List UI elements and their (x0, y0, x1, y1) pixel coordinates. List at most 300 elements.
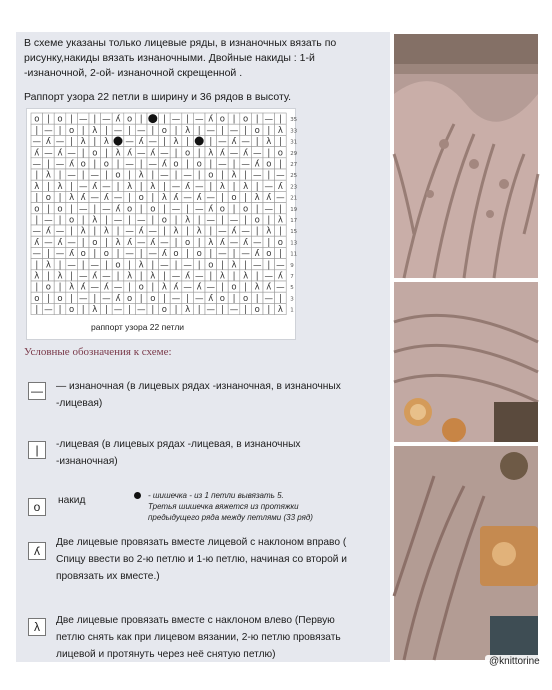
chart-cell-symbol: ʎ (69, 159, 75, 170)
chart-cell-symbol: λ (173, 226, 179, 237)
chart-cell-symbol: | (278, 114, 282, 125)
chart-cell-symbol: ʎ (173, 282, 179, 293)
k2tog-right-line: провязать их вместе.) (56, 571, 160, 582)
chart-cell-symbol: o (45, 193, 52, 204)
chart-cell-symbol: | (93, 204, 97, 215)
chart-cell-symbol: o (254, 125, 260, 136)
chart-cell-symbol: o (138, 193, 144, 204)
chart-cell-symbol: ʎ (103, 282, 109, 293)
chart-cell-symbol: | (35, 260, 39, 271)
chart-cell-symbol: — (113, 193, 123, 204)
chart-cell-symbol: | (220, 193, 224, 204)
chart-cell-symbol: ʎ (254, 249, 260, 260)
chart-cell-symbol: | (174, 237, 178, 248)
chart-cell-symbol: o (208, 260, 214, 271)
chart-cell-symbol: λ (45, 170, 51, 181)
chart-cell-symbol: λ (69, 282, 75, 293)
chart-cell-symbol: — (218, 159, 227, 170)
chart-cell-symbol: | (104, 237, 108, 248)
chart-cell-symbol: | (70, 137, 74, 148)
chart-row-number: 17 (290, 218, 298, 224)
chart-cell-symbol: | (278, 137, 282, 148)
chart-cell-symbol: — (264, 181, 274, 192)
chart-cell-symbol: | (209, 181, 213, 192)
chart-cell-symbol: | (197, 125, 201, 136)
knit-description (56, 436, 301, 470)
chart-cell-symbol: — (194, 181, 204, 192)
chart-cell-symbol: — (229, 215, 239, 226)
intro-text (24, 36, 384, 81)
chart-cell-symbol: λ (254, 193, 260, 204)
chart-cell-symbol: λ (277, 215, 283, 226)
chart-cell-symbol: o (126, 114, 133, 125)
chart-cell-symbol: ʎ (219, 237, 225, 248)
bobble-line: предыдущего ряда между петлями (33 ряд) (148, 513, 313, 522)
chart-cell-symbol: o (196, 249, 202, 260)
chart-cell-symbol: — (55, 249, 65, 260)
chart-cell-symbol: — (113, 125, 123, 136)
chart-cell-symbol: o (242, 114, 249, 125)
chart-cell-symbol: — (136, 305, 146, 316)
chart-cell-symbol: | (104, 305, 108, 316)
chart-cell-symbol: — (229, 305, 239, 316)
chart-grid (27, 109, 298, 339)
chart-cell-symbol: — (44, 125, 53, 136)
chart-cell-symbol: o (68, 125, 75, 136)
yarn-over-symbol-box: o (28, 498, 46, 516)
chart-cell-symbol: | (186, 293, 190, 304)
chart-cell-symbol: — (32, 226, 42, 237)
chart-cell-symbol: — (252, 260, 262, 271)
chart-cell-symbol: | (139, 159, 143, 170)
chart-cell-symbol: | (162, 226, 166, 237)
chart-cell-symbol: ʎ (103, 193, 109, 204)
chart-cell-symbol: o (92, 148, 98, 159)
chart-cell-symbol: — (194, 293, 204, 304)
chart-cell-symbol: — (183, 170, 192, 181)
chart-cell-symbol: ʎ (208, 204, 214, 215)
knit-line: -лицевая (в лицевых рядах -лицевая, в изнаночных (56, 439, 301, 450)
chart-cell-symbol: — (90, 193, 100, 204)
chart-cell-symbol: o (196, 159, 202, 170)
chart-cell-symbol: λ (208, 148, 214, 159)
chart-cell-symbol: | (93, 293, 97, 304)
chart-cell-symbol: — (264, 204, 274, 215)
chart-cell-symbol: — (218, 137, 227, 148)
chart-cell-symbol: o (126, 293, 133, 304)
chart-cell-symbol: o (219, 293, 226, 304)
chart-cell-symbol: | (255, 204, 259, 215)
chart-cell-symbol: o (231, 282, 237, 293)
k2tog-left-line: Две лицевые провязать вместе с наклоном влево (Первую (56, 615, 335, 626)
chart-cell-symbol: | (255, 293, 259, 304)
chart-cell-symbol: λ (138, 170, 144, 181)
chart-cell-symbol: | (93, 137, 97, 148)
chart-cell-symbol: | (81, 305, 85, 316)
chart-cell-symbol: — (148, 159, 158, 170)
chart-cell-symbol: — (206, 282, 216, 293)
chart-cell-symbol: λ (185, 215, 191, 226)
chart-cell-symbol: | (35, 193, 39, 204)
chart-row-number: 13 (290, 240, 298, 247)
chart-cell-symbol: | (197, 148, 201, 159)
k2tog-left-description (56, 612, 341, 663)
chart-cell-symbol: | (151, 125, 155, 136)
chart-cell-symbol: | (128, 170, 132, 181)
chart-cell-symbol: ʎ (150, 148, 156, 159)
bobble-description (148, 490, 368, 523)
chart-cell-symbol: — (264, 114, 274, 125)
chart-cell-symbol: | (278, 293, 282, 304)
chart-cell-symbol: λ (196, 226, 202, 237)
chart-cell-symbol: — (113, 305, 123, 316)
chart-cell-symbol: o (80, 159, 86, 170)
chart-cell-symbol: | (255, 181, 259, 192)
chart-cell-symbol: λ (103, 226, 109, 237)
chart-cell-symbol: ʎ (92, 181, 98, 192)
chart-cell-symbol: — (125, 249, 134, 260)
knit-symbol-box: | (28, 441, 46, 459)
chart-cell-symbol: | (70, 226, 74, 237)
chart-cell-symbol: — (102, 114, 111, 125)
k2tog-left-line: петлю снять как при лицевом вязании, 2-ю петлю провязать (56, 632, 341, 643)
chart-cell-symbol: | (70, 204, 74, 215)
chart-cell-symbol: λ (138, 260, 144, 271)
chart-cell-symbol: ʎ (34, 237, 40, 248)
chart-cell-symbol: | (186, 137, 190, 148)
chart-cell-symbol: | (220, 170, 224, 181)
chart-row-number: 3 (290, 296, 294, 303)
chart-cell-symbol: λ (150, 181, 156, 192)
chart-cell-symbol: | (186, 249, 190, 260)
chart-cell-symbol: — (55, 159, 65, 170)
chart-cell-symbol: o (92, 237, 98, 248)
chart-cell-symbol: — (44, 215, 53, 226)
chart-cell-symbol: | (139, 181, 143, 192)
chart-cell-symbol: | (58, 215, 62, 226)
chart-cell-symbol: | (197, 237, 201, 248)
chart-cell-symbol: | (220, 215, 224, 226)
chart-cell-symbol: | (209, 249, 213, 260)
chart-cell-symbol: o (231, 193, 237, 204)
chart-cell-symbol: | (255, 114, 259, 125)
chart-cell-symbol: | (46, 271, 50, 282)
chart-cell-symbol: | (104, 170, 108, 181)
chart-cell-symbol: | (197, 170, 201, 181)
chart-cell-symbol: λ (266, 137, 272, 148)
chart-cell-symbol: | (151, 170, 155, 181)
chart-cell-symbol: | (58, 193, 62, 204)
chart-cell-symbol: | (244, 125, 248, 136)
chart-cell-symbol: λ (92, 305, 98, 316)
chart-cell-symbol: | (244, 193, 248, 204)
chart-cell-symbol: ʎ (185, 271, 191, 282)
chart-cell-symbol: ʎ (208, 114, 214, 125)
chart-cell-symbol: o (150, 293, 156, 304)
chart-cell-symbol: — (206, 305, 216, 316)
chart-cell-symbol: λ (69, 193, 75, 204)
chart-cell-symbol: λ (34, 271, 40, 282)
chart-cell-symbol: — (67, 237, 76, 248)
k2tog-left-line: лицевой и протянуть через неё снятую петлю) (56, 649, 276, 660)
chart-cell-symbol: o (115, 260, 121, 271)
chart-cell-symbol: | (244, 215, 248, 226)
chart-cell-symbol: | (232, 204, 236, 215)
chart-cell-symbol: | (128, 215, 132, 226)
chart-cell-symbol: | (35, 215, 39, 226)
chart-cell-symbol: — (148, 137, 158, 148)
chart-cell-symbol: o (68, 305, 75, 316)
chart-cell-symbol: | (267, 237, 271, 248)
chart-cell-symbol: — (136, 125, 146, 136)
chart-cell-symbol: | (116, 249, 120, 260)
chart-cell-symbol: o (173, 249, 179, 260)
chart-cell-symbol: o (184, 237, 191, 248)
chart-cell-symbol: | (93, 226, 97, 237)
chart-cell-symbol: | (139, 271, 143, 282)
chart-cell-symbol: λ (92, 215, 98, 226)
chart-cell-symbol: o (173, 159, 179, 170)
chart-cell-symbol: — (183, 282, 192, 293)
bobble-line: - шишечка - из 1 петли вывязать 5. (148, 491, 284, 500)
chart-cell-symbol: | (116, 271, 120, 282)
credit-label: @knittorine (485, 655, 544, 668)
chart-cell-symbol: o (161, 215, 168, 226)
chart-cell-symbol: λ (185, 125, 191, 136)
chart-cell-symbol: λ (80, 137, 86, 148)
chart-cell-symbol: | (46, 249, 50, 260)
chart-cell-symbol: | (35, 170, 39, 181)
chart-cell-symbol: λ (115, 148, 121, 159)
chart-cell-symbol: — (171, 204, 181, 215)
chart-cell-symbol: o (161, 305, 168, 316)
chart-cell-symbol: — (252, 237, 262, 248)
chart-cell-symbol: ʎ (80, 282, 86, 293)
chart-cell-symbol: | (255, 137, 259, 148)
chart-row-number: 7 (290, 274, 294, 280)
chart-cell-symbol: | (116, 181, 120, 192)
chart-cell-symbol: — (78, 271, 88, 282)
chart-cell-symbol: λ (231, 170, 237, 181)
chart-cell-symbol: | (267, 260, 271, 271)
chart-cell-symbol: | (139, 114, 143, 125)
chart-cell-symbol: | (278, 159, 282, 170)
chart-cell-symbol: ʎ (138, 226, 144, 237)
chart-cell-symbol: — (171, 293, 181, 304)
chart-cell-symbol: — (78, 114, 88, 125)
chart-cell-symbol: o (126, 204, 133, 215)
chart-cell-symbol: — (32, 137, 42, 148)
chart-cell-symbol: | (197, 215, 201, 226)
chart-cell-symbol: | (58, 125, 62, 136)
chart-cell-symbol: | (128, 193, 132, 204)
chart-cell-symbol: | (46, 293, 50, 304)
chart-cell-symbol: ʎ (219, 148, 225, 159)
chart-cell-symbol: o (103, 159, 110, 170)
chart-cell-symbol: — (183, 193, 192, 204)
chart-cell-symbol: | (267, 170, 271, 181)
chart-cell-symbol: — (229, 125, 239, 136)
chart-cell-symbol: | (278, 226, 282, 237)
chart-row-number: 15 (290, 229, 298, 236)
chart-cell-symbol: ʎ (254, 159, 260, 170)
chart-bobble-icon (195, 137, 204, 146)
chart-cell-symbol: — (32, 249, 42, 260)
chart-cell-symbol: — (183, 260, 192, 271)
chart-cell-symbol: — (276, 193, 285, 204)
chart-cell-symbol: — (55, 137, 65, 148)
chart-cell-symbol: | (151, 305, 155, 316)
chart-cell-symbol: λ (266, 226, 272, 237)
chart-cell-symbol: | (162, 137, 166, 148)
chart-cell-symbol: — (241, 159, 250, 170)
purl-line: -лицевая) (56, 398, 103, 409)
chart-cell-symbol: | (162, 293, 166, 304)
chart-cell-symbol: | (35, 282, 39, 293)
chart-row-number: 25 (290, 173, 298, 180)
chart-cell-symbol: ʎ (150, 237, 156, 248)
chart-cell-symbol: — (44, 237, 53, 248)
chart-cell-symbol: | (174, 125, 178, 136)
chart-cell-symbol: — (171, 114, 181, 125)
chart-cell-symbol: | (197, 260, 201, 271)
chart-cell-symbol: ʎ (115, 293, 121, 304)
chart-cell-symbol: | (232, 249, 236, 260)
chart-cell-symbol: o (150, 204, 156, 215)
chart-cell-symbol: | (255, 271, 259, 282)
chart-cell-symbol: | (151, 260, 155, 271)
chart-cell-symbol: | (197, 305, 201, 316)
chart-cell-symbol: — (67, 148, 76, 159)
chart-cell-symbol: — (194, 114, 204, 125)
chart-cell-symbol: | (209, 271, 213, 282)
chart-cell-symbol: — (264, 293, 274, 304)
chart-cell-symbol: | (93, 159, 97, 170)
chart-cell-symbol: ʎ (45, 137, 51, 148)
chart-cell-symbol: | (267, 125, 271, 136)
k2tog-left-symbol-box: λ (28, 618, 46, 636)
chart-cell-symbol: ʎ (185, 181, 191, 192)
sweater-photo-3 (394, 446, 538, 660)
chart-cell-symbol: o (277, 237, 284, 248)
chart-cell-symbol: ʎ (92, 271, 98, 282)
chart-cell-symbol: | (46, 181, 50, 192)
chart-cell-symbol: o (80, 249, 86, 260)
chart-cell-symbol: λ (208, 237, 214, 248)
chart-cell-symbol: | (128, 260, 132, 271)
chart-cell-symbol: λ (277, 305, 283, 316)
chart-cell-symbol: | (244, 260, 248, 271)
chart-cell-symbol: | (81, 148, 85, 159)
chart-cell-symbol: ʎ (57, 237, 63, 248)
chart-cell-symbol: — (148, 226, 158, 237)
purl-description (56, 378, 341, 412)
chart-cell-symbol: | (174, 215, 178, 226)
chart-row-number: 1 (290, 307, 294, 314)
chart-cell-symbol: | (104, 260, 108, 271)
chart-cell-symbol: ʎ (80, 193, 86, 204)
chart-cell-symbol: λ (103, 137, 109, 148)
chart-cell-symbol: — (218, 226, 227, 237)
chart-cell-symbol: o (266, 249, 272, 260)
chart-cell-symbol: — (276, 170, 285, 181)
chart-cell-symbol: ʎ (243, 148, 249, 159)
chart-cell-symbol: λ (150, 271, 156, 282)
chart-bobble-icon (114, 137, 123, 146)
chart-cell-symbol: | (267, 215, 271, 226)
chart-cell-symbol: | (35, 125, 39, 136)
chart-cell-symbol: | (209, 226, 213, 237)
knit-line: -изнаночная) (56, 456, 118, 467)
chart-cell-symbol: — (44, 148, 53, 159)
chart-cell-symbol: — (67, 260, 76, 271)
chart-cell-symbol: | (104, 215, 108, 226)
chart-cell-symbol: — (90, 260, 100, 271)
chart-cell-symbol: — (276, 282, 285, 293)
chart-cell-symbol: — (78, 181, 88, 192)
chart-cell-symbol: | (104, 148, 108, 159)
chart-cell-symbol: — (160, 148, 169, 159)
chart-row-number: 11 (290, 251, 298, 258)
chart-cell-symbol: | (116, 159, 120, 170)
chart-row-number: 9 (290, 262, 294, 269)
chart-cell-symbol: | (232, 114, 236, 125)
chart-cell-symbol: ʎ (231, 226, 237, 237)
chart-cell-symbol: o (68, 215, 75, 226)
chart-bobble-icon (148, 114, 157, 123)
chart-cell-symbol: λ (45, 260, 51, 271)
chart-cell-symbol: | (186, 159, 190, 170)
chart-cell-symbol: o (219, 204, 226, 215)
chart-cell-symbol: o (254, 215, 260, 226)
chart-cell-symbol: | (93, 114, 97, 125)
chart-row-number: 33 (290, 128, 298, 135)
chart-cell-symbol: | (35, 305, 39, 316)
chart-cell-symbol: | (209, 159, 213, 170)
chart-cell-symbol: ʎ (161, 159, 167, 170)
chart-cell-symbol: — (78, 293, 88, 304)
chart-cell-symbol: | (209, 137, 213, 148)
chart-cell-symbol: | (151, 193, 155, 204)
chart-cell-symbol: o (254, 305, 260, 316)
chart-cell-symbol: λ (173, 137, 179, 148)
chart-cell-symbol: | (46, 159, 50, 170)
chart-row-number: 31 (290, 139, 298, 146)
chart-cell-symbol: o (34, 204, 40, 215)
chart-cell-symbol: — (136, 148, 146, 159)
chart-cell-symbol: — (206, 125, 216, 136)
chart-cell-symbol: | (186, 226, 190, 237)
chart-cell-symbol: λ (161, 282, 167, 293)
chart-cell-symbol: | (255, 226, 259, 237)
chart-cell-symbol: λ (219, 181, 225, 192)
chart-cell-symbol: o (277, 148, 284, 159)
intro-line: рисунку,накиды вязать изнаночными. Двойные накиды : 1-й (24, 52, 315, 64)
k2tog-right-description (56, 534, 347, 585)
chart-cell-symbol: o (138, 282, 144, 293)
chart-cell-symbol: | (151, 215, 155, 226)
chart-cell-symbol: ʎ (243, 237, 249, 248)
chart-cell-symbol: — (206, 215, 216, 226)
chart-cell-symbol: — (252, 148, 262, 159)
chart-cell-symbol: ʎ (277, 271, 283, 282)
chart-cell-symbol: | (174, 170, 178, 181)
chart-cell-symbol: — (206, 193, 216, 204)
chart-cell-symbol: ʎ (196, 193, 202, 204)
chart-cell-symbol: o (242, 293, 249, 304)
chart-cell-symbol: — (218, 249, 227, 260)
chart-cell-symbol: | (46, 204, 50, 215)
